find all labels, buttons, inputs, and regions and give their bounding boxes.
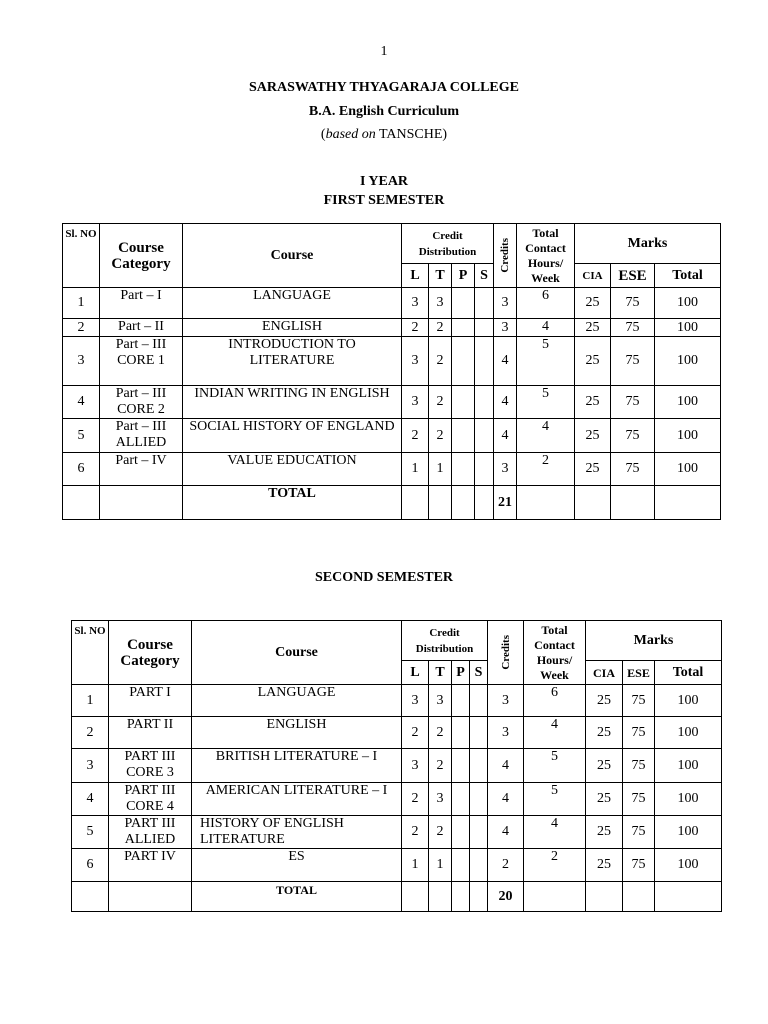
cell-total: 100 (655, 717, 722, 749)
cell-hours: 6 (517, 288, 575, 319)
header-cia: CIA (586, 661, 623, 685)
credits-label: Credits (499, 635, 512, 670)
cell-l: 3 (402, 337, 429, 386)
cell-cia: 25 (575, 288, 611, 319)
header-l: L (402, 661, 429, 685)
header-contact-hours: Total Contact Hours/ Week (517, 224, 575, 288)
cell-p (452, 849, 470, 882)
cell-sl: 5 (63, 419, 100, 453)
cell-cia: 25 (586, 749, 623, 783)
cell-credits: 3 (494, 453, 517, 486)
cell-cia: 25 (586, 685, 623, 717)
year-heading: I YEAR (359, 174, 409, 189)
cell-t: 2 (429, 337, 452, 386)
cell-credits: 4 (488, 749, 524, 783)
first-semester-title: FIRST SEMESTER (323, 193, 445, 208)
header-s: S (470, 661, 488, 685)
cell-cia: 25 (575, 319, 611, 337)
cell-sl: 1 (63, 288, 100, 319)
table-cell (623, 882, 655, 912)
second-semester-title: SECOND SEMESTER (314, 570, 454, 585)
table-row (63, 453, 721, 486)
cell-cat: Part – III CORE 2 (100, 386, 183, 419)
cell-credits: 3 (494, 319, 517, 337)
cell-ese: 75 (611, 288, 655, 319)
table-cell (72, 882, 109, 912)
cell-s (470, 783, 488, 816)
cell-s (475, 337, 494, 386)
cell-course: HISTORY OF ENGLISH LITERATURE (192, 816, 402, 849)
cell-ese: 75 (623, 849, 655, 882)
cell-hours: 5 (517, 386, 575, 419)
cell-credits: 4 (488, 783, 524, 816)
cell-hours: 2 (517, 453, 575, 486)
cell-s (470, 849, 488, 882)
second-semester-total-row (72, 882, 722, 912)
cell-cat: PART III ALLIED (109, 816, 192, 849)
table-cell (655, 486, 721, 520)
cell-sl: 3 (72, 749, 109, 783)
cell-hours: 4 (524, 717, 586, 749)
table-cell (611, 486, 655, 520)
table-row (72, 816, 722, 849)
cell-sl: 4 (63, 386, 100, 419)
header-credit-distribution: Credit Distribution (402, 224, 494, 264)
table-cell (524, 882, 586, 912)
cell-total: 100 (655, 453, 721, 486)
header-total: Total (655, 661, 722, 685)
cell-s (475, 419, 494, 453)
cell-ese: 75 (611, 453, 655, 486)
cell-course: INTRODUCTION TO LITERATURE (183, 337, 402, 386)
cell-hours: 5 (524, 783, 586, 816)
table-row (63, 386, 721, 419)
header-contact-hours: Total Contact Hours/ Week (524, 621, 586, 685)
cell-cia: 25 (575, 386, 611, 419)
header-credits (494, 224, 517, 288)
cell-hours: 4 (517, 419, 575, 453)
cell-hours: 5 (517, 337, 575, 386)
header-s: S (475, 264, 494, 288)
cell-t: 2 (429, 816, 452, 849)
cell-cat: PART II (109, 717, 192, 749)
cell-cat: PART III CORE 4 (109, 783, 192, 816)
cell-course: LANGUAGE (183, 288, 402, 319)
cell-sl: 3 (63, 337, 100, 386)
cell-l: 2 (402, 419, 429, 453)
cell-p (452, 783, 470, 816)
cell-l: 1 (402, 453, 429, 486)
cell-s (470, 685, 488, 717)
table-cell (429, 486, 452, 520)
cell-total: 100 (655, 816, 722, 849)
cell-cat: PART I (109, 685, 192, 717)
header-course-category: Course Category (109, 621, 192, 685)
cell-t: 1 (429, 849, 452, 882)
cell-l: 2 (402, 717, 429, 749)
header-marks: Marks (586, 621, 722, 661)
cell-p (452, 419, 475, 453)
cell-sl: 2 (63, 319, 100, 337)
cell-ese: 75 (611, 386, 655, 419)
table-cell (470, 882, 488, 912)
header-course: Course (183, 224, 402, 288)
cell-t: 2 (429, 386, 452, 419)
header-p: P (452, 264, 475, 288)
cell-course: LANGUAGE (192, 685, 402, 717)
table-cell (100, 486, 183, 520)
cell-course: BRITISH LITERATURE – I (192, 749, 402, 783)
cell-p (452, 319, 475, 337)
cell-cia: 25 (586, 717, 623, 749)
curriculum-basis (0, 127, 768, 143)
table-row (63, 319, 721, 337)
table-cell (575, 486, 611, 520)
cell-total: 100 (655, 337, 721, 386)
table-row (72, 685, 722, 717)
cell-course: VALUE EDUCATION (183, 453, 402, 486)
cell-t: 2 (429, 419, 452, 453)
cell-cia: 25 (575, 419, 611, 453)
cell-total: 100 (655, 386, 721, 419)
header-total: Total (655, 264, 721, 288)
basis-italic: based on (325, 127, 376, 142)
header-p: P (452, 661, 470, 685)
cell-ese: 75 (623, 816, 655, 849)
cell-l: 3 (402, 288, 429, 319)
cell-ese: 75 (623, 717, 655, 749)
cell-l: 2 (402, 783, 429, 816)
header-t: T (429, 264, 452, 288)
cell-total: 100 (655, 749, 722, 783)
cell-sl: 6 (72, 849, 109, 882)
table-row (72, 717, 722, 749)
cell-ese: 75 (611, 419, 655, 453)
first-semester-total-credits: 21 (494, 486, 517, 520)
table-cell (63, 486, 100, 520)
cell-t: 3 (429, 685, 452, 717)
table-cell (517, 486, 575, 520)
cell-l: 3 (402, 749, 429, 783)
cell-cat: Part – IV (100, 453, 183, 486)
cell-cat: Part – III ALLIED (100, 419, 183, 453)
cell-p (452, 386, 475, 419)
cell-p (452, 685, 470, 717)
table-row (72, 849, 722, 882)
cell-cat: Part – II (100, 319, 183, 337)
cell-p (452, 337, 475, 386)
header-course: Course (192, 621, 402, 685)
cell-course: ES (192, 849, 402, 882)
cell-cia: 25 (575, 453, 611, 486)
table-row (63, 337, 721, 386)
cell-l: 2 (402, 816, 429, 849)
header-ese: ESE (623, 661, 655, 685)
table-cell (109, 882, 192, 912)
header-credit-distribution: Credit Distribution (402, 621, 488, 661)
cell-sl: 5 (72, 816, 109, 849)
second-semester-total-label: TOTAL (192, 882, 402, 912)
basis-prefix: ( (320, 127, 326, 142)
first-semester-table (62, 223, 721, 520)
cell-total: 100 (655, 849, 722, 882)
table-cell (402, 486, 429, 520)
cell-credits: 3 (488, 685, 524, 717)
cell-hours: 6 (524, 685, 586, 717)
cell-ese: 75 (623, 783, 655, 816)
cell-sl: 4 (72, 783, 109, 816)
cell-s (470, 717, 488, 749)
cell-credits: 2 (488, 849, 524, 882)
college-name: SARASWATHY THYAGARAJA COLLEGE (249, 80, 519, 95)
cell-hours: 4 (524, 816, 586, 849)
curriculum-title: B.A. English Curriculum (308, 104, 460, 119)
second-semester-total-credits: 20 (488, 882, 524, 912)
header-credits (488, 621, 524, 685)
cell-credits: 4 (494, 419, 517, 453)
cell-s (475, 453, 494, 486)
cell-p (452, 816, 470, 849)
cell-cat: Part – III CORE 1 (100, 337, 183, 386)
cell-sl: 6 (63, 453, 100, 486)
cell-course: SOCIAL HISTORY OF ENGLAND (183, 419, 402, 453)
cell-total: 100 (655, 783, 722, 816)
table-cell (429, 882, 452, 912)
table-cell (452, 486, 475, 520)
cell-ese: 75 (611, 319, 655, 337)
cell-l: 3 (402, 685, 429, 717)
cell-s (475, 319, 494, 337)
cell-ese: 75 (623, 685, 655, 717)
cell-s (470, 816, 488, 849)
header-slno: Sl. NO (63, 224, 100, 288)
cell-total: 100 (655, 319, 721, 337)
cell-s (470, 749, 488, 783)
cell-cat: Part – I (100, 288, 183, 319)
cell-ese: 75 (623, 749, 655, 783)
cell-s (475, 386, 494, 419)
credits-label: Credits (499, 238, 511, 273)
header-course-category: Course Category (100, 224, 183, 288)
cell-hours: 2 (524, 849, 586, 882)
cell-credits: 4 (494, 337, 517, 386)
cell-p (452, 288, 475, 319)
cell-t: 3 (429, 288, 452, 319)
cell-cat: PART IV (109, 849, 192, 882)
table-cell (475, 486, 494, 520)
second-semester-table (71, 620, 722, 912)
table-row (63, 288, 721, 319)
cell-cia: 25 (575, 337, 611, 386)
cell-p (452, 717, 470, 749)
cell-l: 1 (402, 849, 429, 882)
cell-course: ENGLISH (183, 319, 402, 337)
cell-cia: 25 (586, 849, 623, 882)
cell-cat: PART III CORE 3 (109, 749, 192, 783)
cell-t: 1 (429, 453, 452, 486)
cell-sl: 2 (72, 717, 109, 749)
cell-t: 2 (429, 749, 452, 783)
cell-sl: 1 (72, 685, 109, 717)
header-ese: ESE (611, 264, 655, 288)
cell-t: 2 (429, 319, 452, 337)
first-semester-total-label: TOTAL (183, 486, 402, 520)
header-l: L (402, 264, 429, 288)
first-semester-total-row (63, 486, 721, 520)
table-cell (402, 882, 429, 912)
cell-t: 3 (429, 783, 452, 816)
basis-suffix: TANSCHE) (375, 127, 448, 142)
cell-hours: 5 (524, 749, 586, 783)
cell-s (475, 288, 494, 319)
page-number: 1 (380, 44, 388, 59)
cell-credits: 3 (488, 717, 524, 749)
cell-credits: 3 (494, 288, 517, 319)
cell-course: AMERICAN LITERATURE – I (192, 783, 402, 816)
table-row (72, 783, 722, 816)
table-row (63, 419, 721, 453)
table-row (72, 749, 722, 783)
cell-credits: 4 (488, 816, 524, 849)
cell-l: 3 (402, 386, 429, 419)
cell-course: INDIAN WRITING IN ENGLISH (183, 386, 402, 419)
cell-t: 2 (429, 717, 452, 749)
cell-p (452, 453, 475, 486)
cell-total: 100 (655, 419, 721, 453)
cell-cia: 25 (586, 783, 623, 816)
table-cell (452, 882, 470, 912)
header-cia: CIA (575, 264, 611, 288)
cell-p (452, 749, 470, 783)
cell-credits: 4 (494, 386, 517, 419)
cell-total: 100 (655, 685, 722, 717)
cell-total: 100 (655, 288, 721, 319)
cell-course: ENGLISH (192, 717, 402, 749)
cell-ese: 75 (611, 337, 655, 386)
cell-hours: 4 (517, 319, 575, 337)
cell-cia: 25 (586, 816, 623, 849)
table-cell (655, 882, 722, 912)
header-marks: Marks (575, 224, 721, 264)
cell-l: 2 (402, 319, 429, 337)
header-t: T (429, 661, 452, 685)
table-cell (586, 882, 623, 912)
header-slno: Sl. NO (72, 621, 109, 685)
